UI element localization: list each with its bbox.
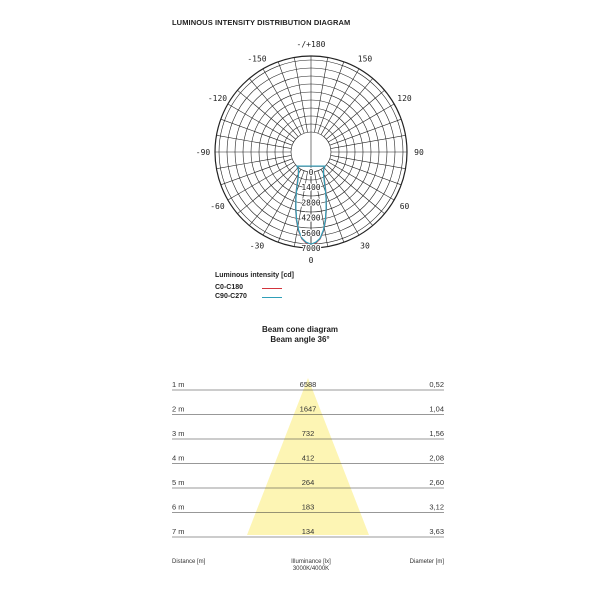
angle-label-4: 120 <box>397 94 412 103</box>
cone-row-illuminance-2: 732 <box>301 429 315 438</box>
angle-label-6: 90 <box>414 148 424 157</box>
footer-distance-label: Distance [m] <box>172 559 206 565</box>
cone-row-illuminance-6: 134 <box>301 527 315 536</box>
cone-subtitle: Beam angle 36° <box>270 335 330 344</box>
legend-title: Luminous intensity [cd] <box>215 272 294 279</box>
angle-label-1: -150 <box>247 54 267 64</box>
cone-row-diameter-1: 1,04 <box>429 404 444 414</box>
cone-row-distance-0: 1 m <box>172 380 185 389</box>
legend-label-c90: C90-C270 <box>215 293 247 300</box>
radial-tick-label-1: 1400 <box>301 183 321 193</box>
radial-tick-label-3: 4200 <box>301 213 321 223</box>
cone-row-diameter-2: 1,56 <box>429 429 444 438</box>
angle-label-3: -120 <box>207 94 228 103</box>
cone-title: Beam cone diagram <box>261 325 339 334</box>
cone-row-distance-4: 5 m <box>172 478 185 487</box>
angle-label-5: -90 <box>195 148 211 157</box>
cone-row-illuminance-1: 1647 <box>299 404 317 414</box>
footer-illuminance-label: Illuminance [lx] <box>291 559 331 565</box>
cone-row-illuminance-4: 264 <box>301 478 315 487</box>
cone-row-diameter-5: 3,12 <box>429 502 444 512</box>
cone-row-illuminance-3: 412 <box>301 453 315 463</box>
footer-diameter-label: Diameter [m] <box>409 559 444 565</box>
cone-row-distance-1: 2 m <box>172 404 185 414</box>
angle-label-7: -60 <box>210 202 225 211</box>
radial-tick-label-4: 5600 <box>301 228 321 238</box>
cone-row-diameter-3: 2,08 <box>429 453 444 463</box>
cone-row-distance-5: 6 m <box>172 502 185 512</box>
cone-row-diameter-4: 2,60 <box>429 478 444 487</box>
radial-tick-label-0: 0 <box>308 168 314 177</box>
angle-label-10: 30 <box>360 241 370 251</box>
angle-label-9: -30 <box>249 241 265 251</box>
cone-row-diameter-6: 3,63 <box>429 527 444 536</box>
cone-row-diameter-0: 0,52 <box>429 380 444 389</box>
footer-color-temperature: 3000K/4000K <box>292 566 330 572</box>
legend-label-c0: C0-C180 <box>215 284 244 291</box>
angle-label-2: 150 <box>357 54 373 64</box>
polar-diagram-title: LUMINOUS INTENSITY DISTRIBUTION DIAGRAM <box>172 18 351 27</box>
radial-tick-label-2: 2800 <box>301 198 321 208</box>
angle-label-11: 0 <box>308 256 314 265</box>
cone-row-distance-2: 3 m <box>172 429 185 438</box>
angle-label-8: 60 <box>399 202 410 211</box>
cone-row-illuminance-5: 183 <box>301 502 315 512</box>
cone-row-distance-3: 4 m <box>172 453 185 463</box>
cone-row-illuminance-0: 6588 <box>299 380 317 389</box>
radial-tick-label-5: 7000 <box>301 244 321 253</box>
cone-row-distance-6: 7 m <box>172 527 185 536</box>
angle-label-0: -/+180 <box>296 40 326 49</box>
